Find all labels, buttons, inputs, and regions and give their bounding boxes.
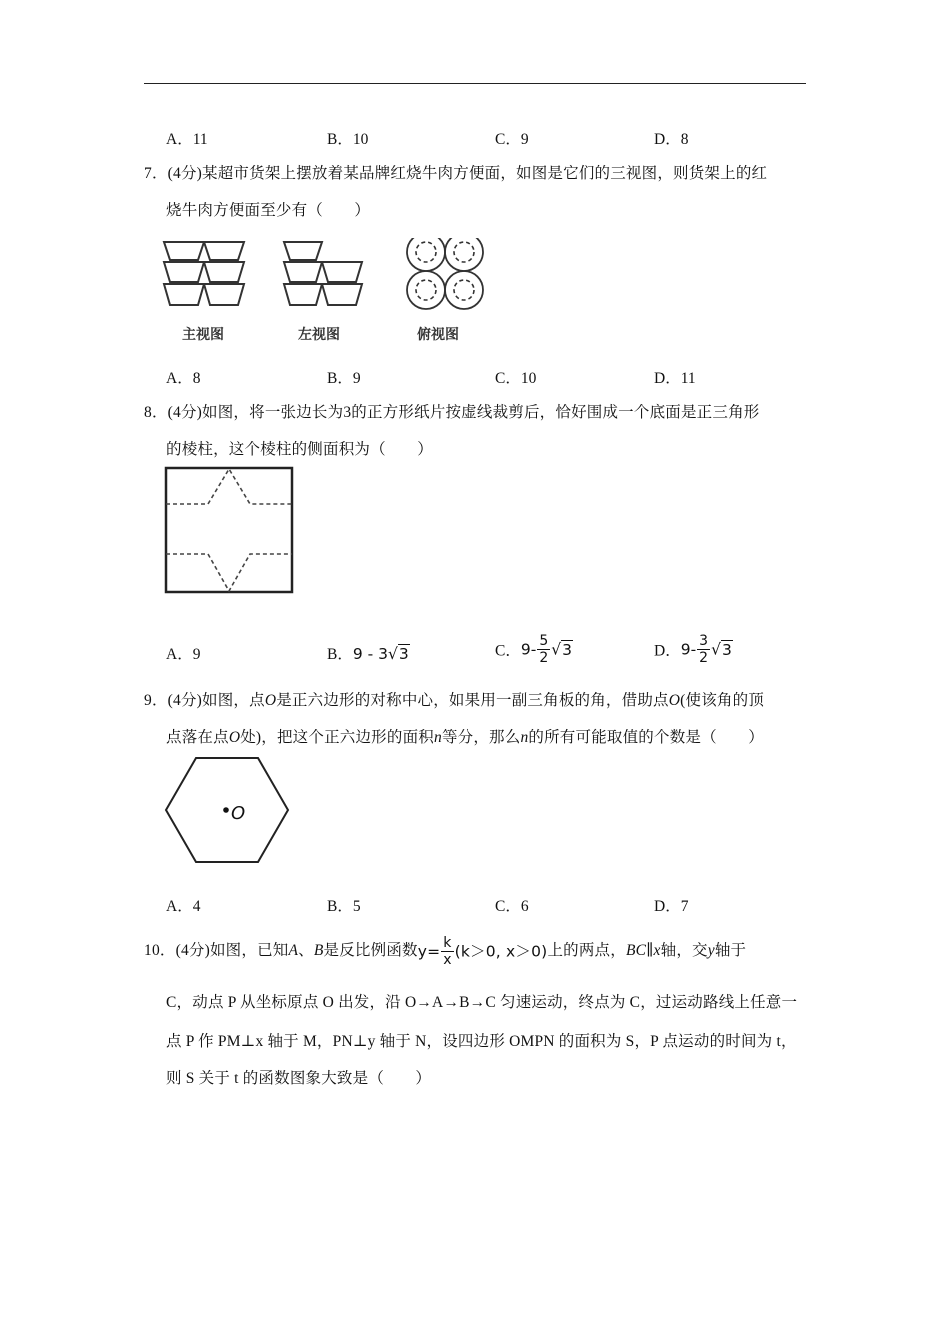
q8-option-b-label: B． [327,646,353,663]
q9-text: 的所有可能取值的个数是（ ） [528,729,764,746]
q10-text: 是反比例函数 [323,942,418,959]
q8-option-b[interactable] [327,642,410,664]
q10-text: 上的两点， [547,942,626,959]
q9-center-label: O [231,803,246,824]
q7-option-d[interactable]: D．11 [654,370,696,387]
q8-option-d-lead: 9- [680,640,697,659]
q10-text: 10．(4分)如图，已知 [144,942,289,959]
q9-hexagon-figure [162,756,292,866]
q10-text: 轴，交 [660,942,708,959]
q8-option-c-lead: 9- [520,640,537,659]
q6-option-c[interactable]: C．9 [495,131,529,148]
q8-option-d-denominator: 2 [699,650,709,666]
q8-option-c-fraction [537,634,550,665]
q9-text: 处)，把这个正六边形的面积 [240,729,434,746]
q10-var-x: x [653,942,661,959]
q9-option-c[interactable]: C．6 [495,898,529,915]
q8-square-paper-figure [164,466,296,596]
q6-option-b[interactable]: B．10 [327,131,369,148]
q7-caption-top-view: 俯视图 [417,327,459,343]
q10-stem-line-2: C，动点 P 从坐标原点 O 出发，沿 O→A→B→C 匀速运动，终点为 C，过运动路线上任意一 [166,994,798,1011]
q8-option-c-label: C． [495,642,521,660]
q7-option-b[interactable]: B．9 [327,370,361,387]
q8-stem-line-1: 8．(4分)如图，将一张边长为3的正方形纸片按虚线裁剪后，恰好围成一个底面是正三角形 [144,404,760,421]
q9-option-b[interactable]: B．5 [327,898,361,915]
q8-option-c-denominator: 2 [539,650,549,666]
q7-stem-line-1: 7．(4分)某超市货架上摆放着某品牌红烧牛肉方便面，如图是它们的三视图，则货架上的红 [144,165,768,182]
q9-var-n: n [520,729,529,746]
header-rule [144,83,806,84]
q10-var-y: y [707,942,715,959]
q7-option-a[interactable]: A．8 [166,370,201,387]
sqrt-icon: √ [711,640,721,659]
q9-var-o: O [228,729,241,746]
q7-caption-left-view: 左视图 [298,327,340,343]
q10-var-b: B [313,942,324,959]
q10-function-condition: (k＞0, x＞0) [454,942,548,961]
q10-stem-line-4: 则 S 关于 t 的函数图象大致是（ ） [166,1070,432,1087]
q7-caption-front-view: 主视图 [182,327,224,343]
q8-option-c[interactable] [495,634,573,665]
q10-stem-line-1 [144,933,746,969]
q8-option-d[interactable] [654,634,733,665]
q8-option-d-numerator: 3 [699,633,709,649]
q8-option-c-numerator: 5 [539,633,549,649]
q10-function-numerator: k [443,934,452,951]
q9-text: 点落在点 [166,729,229,746]
q10-text: ∥ [646,942,654,959]
q10-function-lead: y= [417,942,441,961]
sqrt-icon: √ [551,640,562,659]
q8-option-c-radicand: 3 [562,640,572,659]
q10-text: 轴于 [714,942,747,959]
q7-option-c[interactable]: C．10 [495,370,537,387]
q8-option-b-radicand: 3 [398,645,409,663]
q8-option-d-fraction [697,634,710,665]
q8-option-d-radicand: 3 [721,640,732,659]
q6-option-a[interactable]: A．11 [166,131,208,148]
q10-stem-line-3: 点 P 作 PM⊥x 轴于 M，PN⊥y 轴于 N，设四边形 OMPN 的面积为 S，P 点运动的时间为 t， [166,1033,797,1050]
q8-stem-line-2: 的棱柱，这个棱柱的侧面积为（ ） [166,441,433,458]
q9-text: 9．(4分)如图，点 [144,692,265,709]
q8-option-a[interactable]: A．9 [166,646,201,663]
q9-var-o: O [668,692,681,709]
q9-stem-line-2 [166,725,764,747]
q9-var-n: n [433,729,442,746]
q9-option-d[interactable]: D．7 [654,898,689,915]
q9-text: (使该角的顶 [680,692,765,709]
q9-text: 是正六边形的对称中心，如果用一副三角板的角，借助点 [276,692,669,709]
q6-option-d[interactable]: D．8 [654,131,689,148]
q8-option-b-expr: 9 - 3 [352,645,389,663]
q9-stem-line-1 [144,688,764,710]
q10-var-a: A [288,942,299,959]
q7-three-views-figure [160,238,490,310]
q9-var-o: O [264,692,277,709]
q9-text: 等分，那么 [441,729,521,746]
q8-option-d-label: D． [654,642,681,660]
q9-center-point [223,807,229,813]
q9-option-a[interactable]: A．4 [166,898,201,915]
q10-function-fraction [441,936,453,967]
q7-stem-line-2: 烧牛肉方便面至少有（ ） [166,202,371,219]
q10-function-denominator: x [443,951,452,968]
q10-text: 、 [298,942,314,959]
q10-var-bc: BC [625,942,647,959]
sqrt-icon: √ [388,645,398,663]
